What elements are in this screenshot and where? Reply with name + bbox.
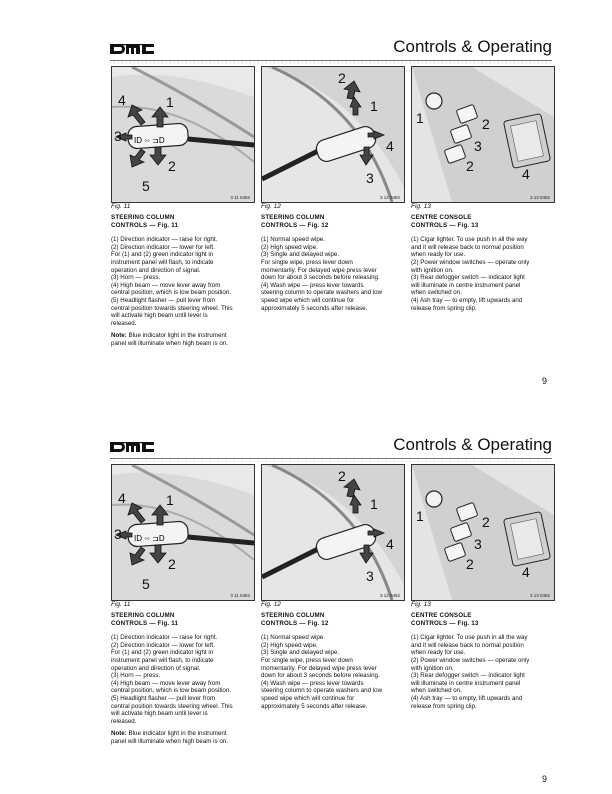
page-header xyxy=(110,37,552,61)
section-subheading: CONTROLS — Fig. 12 xyxy=(261,221,329,229)
section-heading: STEERING COLUMN xyxy=(111,612,175,619)
note-text-2: panel will illuminate when high beam is on. xyxy=(111,737,228,745)
text-line: momentarily. For delayed wipe press lever xyxy=(261,664,377,672)
figure-code: 3 12 0482 xyxy=(379,593,400,598)
dmc-logo xyxy=(110,439,154,453)
text-line: (2) High speed wipe. xyxy=(261,243,318,251)
text-line: released. xyxy=(111,319,137,327)
note xyxy=(111,332,261,340)
text-line: (3) Horn — press. xyxy=(111,274,161,282)
figure-code: 3 12 0482 xyxy=(379,195,400,200)
text-line: (4) High beam — move lever away from xyxy=(111,281,221,289)
callout-5: 5 xyxy=(142,576,150,592)
text-line: steering column to operate washers and low xyxy=(261,289,383,297)
text-line: (4) Ash tray — to empty, lift upwards and xyxy=(411,296,523,304)
fig13-label: Fig. 13 xyxy=(411,203,431,210)
fig12-illustration xyxy=(261,66,405,203)
callout-4: 4 xyxy=(522,564,530,580)
text-line: For single wipe, press lever down xyxy=(261,258,353,266)
callout-4: 4 xyxy=(386,536,394,552)
text-line: will illuminate in centre instrument panel xyxy=(411,281,521,289)
text-line: when ready for use. xyxy=(411,251,466,259)
figure-code: 3 11 0482 xyxy=(230,195,250,200)
section-subheading: CONTROLS — Fig. 11 xyxy=(111,619,179,627)
callout-2b: 2 xyxy=(466,556,474,572)
section-steering-fig11 xyxy=(111,612,261,746)
text-line: (4) Wash wipe — press lever towards xyxy=(261,281,364,289)
text-line: when switched on. xyxy=(411,289,462,297)
text-line: (2) Power window switches — operate only xyxy=(411,258,530,266)
callout-1: 1 xyxy=(370,496,378,512)
fig12-illustration xyxy=(261,464,405,601)
text-line: (5) Headlight flasher — pull lever from xyxy=(111,694,216,702)
text-line: steering column to operate washers and low xyxy=(261,687,383,695)
text-line: (2) Direction indicator — lower for left. xyxy=(111,641,215,649)
text-line: when switched on. xyxy=(411,687,462,695)
text-line: For single wipe, press lever down xyxy=(261,656,353,664)
page-header xyxy=(110,435,552,459)
text-line: speed wipe which will continue for xyxy=(261,694,355,702)
text-line: operation and direction of signal. xyxy=(111,664,201,672)
callout-1: 1 xyxy=(166,492,174,508)
text-line: (2) Direction indicator — lower for left. xyxy=(111,243,215,251)
text-line: (5) Headlight flasher — pull lever from xyxy=(111,296,216,304)
callout-2: 2 xyxy=(168,158,176,174)
section-subheading: CONTROLS — Fig. 13 xyxy=(411,619,479,627)
callout-2: 2 xyxy=(338,70,346,86)
fig13-label: Fig. 13 xyxy=(411,601,431,608)
figure-code: 3 13 0482 xyxy=(529,593,550,598)
text-line: central position towards steering wheel. This xyxy=(111,304,233,312)
section-heading: CENTRE CONSOLE xyxy=(411,214,472,221)
text-line: and it will release back to normal position xyxy=(411,641,524,649)
text-line: release from spring clip. xyxy=(411,304,477,312)
text-line: approximately 5 seconds after release. xyxy=(261,304,368,312)
section-heading: STEERING COLUMN xyxy=(261,214,325,221)
callout-4: 4 xyxy=(522,166,530,182)
figure-code: 3 11 0482 xyxy=(230,593,250,598)
text-line: (4) Wash wipe — press lever towards xyxy=(261,679,364,687)
text-line: will activate high beam until lever is xyxy=(111,710,208,718)
page-number: 9 xyxy=(542,376,548,386)
text-line: (1) Direction indicator — raise for right. xyxy=(111,634,218,642)
text-line: (1) Direction indicator — raise for right. xyxy=(111,236,218,244)
section-subheading: CONTROLS — Fig. 13 xyxy=(411,221,479,229)
text-line: down for about 3 seconds before releasing. xyxy=(261,672,380,680)
section-heading: STEERING COLUMN xyxy=(111,214,175,221)
text-line: (3) Horn — press. xyxy=(111,672,161,680)
callout-2: 2 xyxy=(482,116,490,132)
text-line: (4) Ash tray — to empty, lift upwards and xyxy=(411,694,523,702)
header-rule-texture xyxy=(110,62,552,64)
callout-3: 3 xyxy=(474,536,482,552)
text-line: central position, which is low beam position. xyxy=(111,687,232,695)
text-line: (4) High beam — move lever away from xyxy=(111,679,221,687)
callout-5: 5 xyxy=(142,178,150,194)
callout-4: 4 xyxy=(386,138,394,154)
text-line: central position, which is low beam position. xyxy=(111,289,232,297)
text-line: when ready for use. xyxy=(411,649,466,657)
section-heading: CENTRE CONSOLE xyxy=(411,612,472,619)
note-label: Note: xyxy=(111,332,127,340)
callout-2: 2 xyxy=(338,468,346,484)
manual-page-bottom xyxy=(0,398,612,794)
section-steering-fig12 xyxy=(261,214,411,312)
text-line: (2) Power window switches — operate only xyxy=(411,656,530,664)
section-console-fig13 xyxy=(411,214,561,312)
lever-symbols: ID ◦◦ ⊐D xyxy=(134,534,165,543)
fig12-label: Fig. 12 xyxy=(261,601,281,608)
callout-3: 3 xyxy=(366,568,374,584)
figure-code: 3 13 0482 xyxy=(529,195,550,200)
callout-3: 3 xyxy=(474,138,482,154)
fig11-label: Fig. 11 xyxy=(111,203,131,210)
cigar-lighter-icon xyxy=(426,491,442,507)
note-text-2: panel will illuminate when high beam is on. xyxy=(111,339,228,347)
section-subheading: CONTROLS — Fig. 12 xyxy=(261,619,329,627)
callout-3: 3 xyxy=(114,128,122,144)
text-line: (1) Cigar lighter. To use push in all the way xyxy=(411,634,528,642)
lever-symbols: ID ◦◦ ⊐D xyxy=(134,136,165,145)
text-line: (3) Single and delayed wipe. xyxy=(261,649,340,657)
callout-2: 2 xyxy=(168,556,176,572)
text-line: instrument panel will flash, to indicate xyxy=(111,258,214,266)
header-rule xyxy=(110,458,552,459)
text-line: (1) Normal speed wipe. xyxy=(261,236,325,244)
callout-3: 3 xyxy=(114,526,122,542)
text-line: (3) Rear defogger switch — indicator light xyxy=(411,672,525,680)
text-line: instrument panel will flash, to indicate xyxy=(111,656,214,664)
page-number: 9 xyxy=(542,774,548,784)
text-line: will activate high beam until lever is xyxy=(111,312,208,320)
section-subheading: CONTROLS — Fig. 11 xyxy=(111,221,179,229)
text-line: with ignition on. xyxy=(411,266,454,274)
section-steering-fig12 xyxy=(261,612,411,710)
text-line: For (1) and (2) green indicator light in xyxy=(111,251,214,259)
callout-1: 1 xyxy=(416,110,424,126)
note-label: Note: xyxy=(111,730,127,738)
text-line: (1) Cigar lighter. To use push in all the way xyxy=(411,236,528,244)
callout-2: 2 xyxy=(482,514,490,530)
callout-4: 4 xyxy=(118,92,126,108)
callout-3: 3 xyxy=(366,170,374,186)
callout-2b: 2 xyxy=(466,158,474,174)
text-line: operation and direction of signal. xyxy=(111,266,201,274)
text-line: (3) Single and delayed wipe. xyxy=(261,251,340,259)
manual-page-top xyxy=(0,0,612,396)
fig13-illustration xyxy=(411,464,555,601)
callout-1: 1 xyxy=(166,94,174,110)
text-line: For (1) and (2) green indicator light in xyxy=(111,649,214,657)
text-line: released. xyxy=(111,717,137,725)
page-title: Controls & Operating xyxy=(393,37,552,56)
cigar-lighter-icon xyxy=(426,93,442,109)
fig11-illustration xyxy=(111,66,255,203)
note-text: Blue indicator light in the instrument xyxy=(128,332,227,340)
note xyxy=(111,730,261,738)
header-rule-texture xyxy=(110,460,552,462)
text-line: (1) Normal speed wipe. xyxy=(261,634,325,642)
header-rule xyxy=(110,60,552,61)
text-line: central position towards steering wheel. This xyxy=(111,702,233,710)
callout-4: 4 xyxy=(118,490,126,506)
callout-1: 1 xyxy=(416,508,424,524)
section-heading: STEERING COLUMN xyxy=(261,612,325,619)
dmc-logo xyxy=(110,41,154,55)
text-line: speed wipe which will continue for xyxy=(261,296,355,304)
note-text: Blue indicator light in the instrument xyxy=(128,730,227,738)
text-line: with ignition on. xyxy=(411,664,454,672)
text-line: (3) Rear defogger switch — indicator light xyxy=(411,274,525,282)
section-console-fig13 xyxy=(411,612,561,710)
text-line: release from spring clip. xyxy=(411,702,477,710)
callout-1: 1 xyxy=(370,98,378,114)
page-title: Controls & Operating xyxy=(393,435,552,454)
section-steering-fig11 xyxy=(111,214,261,348)
text-line: approximately 5 seconds after release. xyxy=(261,702,368,710)
text-line: (2) High speed wipe. xyxy=(261,641,318,649)
text-line: and it will release back to normal position xyxy=(411,243,524,251)
text-line: down for about 3 seconds before releasing. xyxy=(261,274,380,282)
fig11-label: Fig. 11 xyxy=(111,601,131,608)
text-line: momentarily. For delayed wipe press lever xyxy=(261,266,377,274)
fig12-label: Fig. 12 xyxy=(261,203,281,210)
fig11-illustration xyxy=(111,464,255,601)
text-line: will illuminate in centre instrument panel xyxy=(411,679,521,687)
fig13-illustration xyxy=(411,66,555,203)
